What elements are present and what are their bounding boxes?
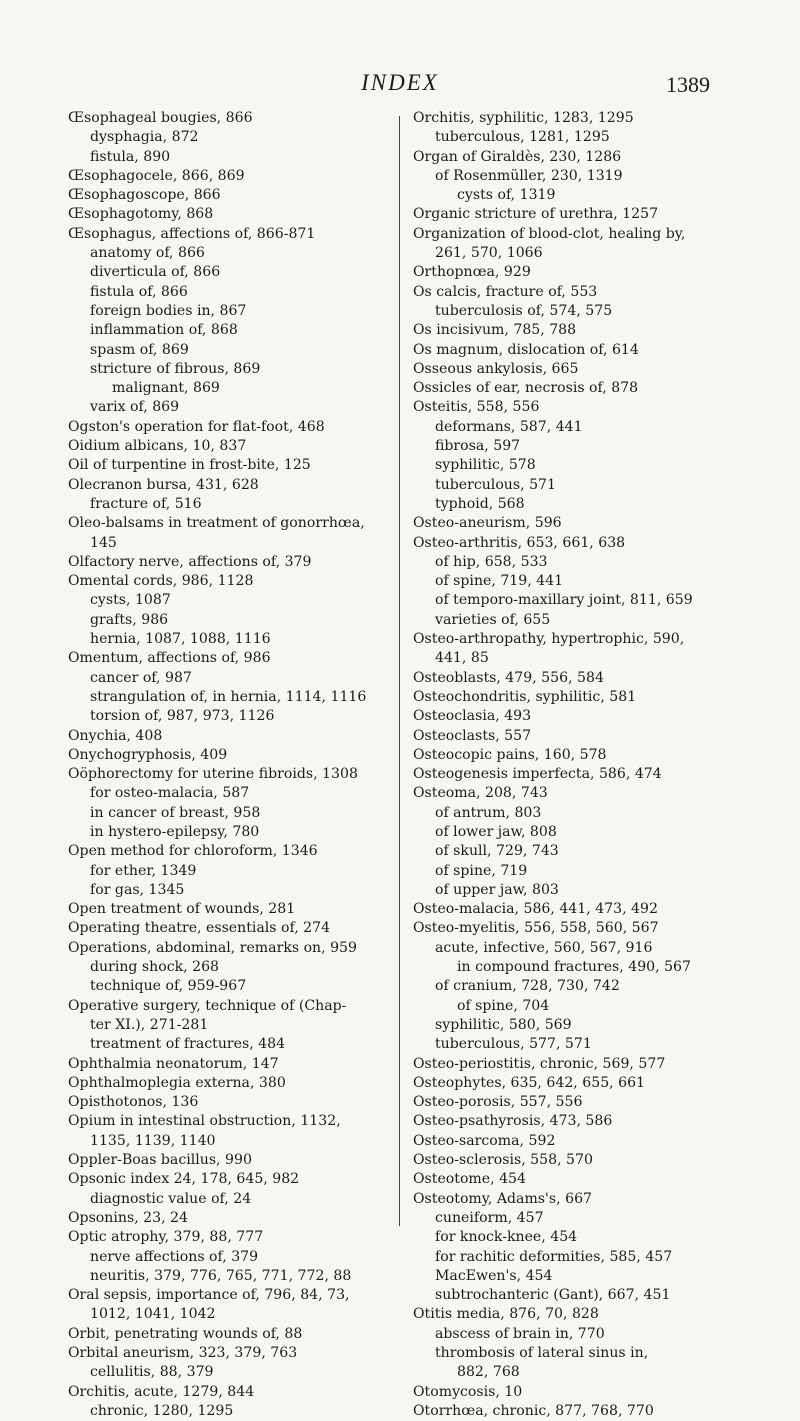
index-subentry: syphilitic, 580, 569 (435, 1016, 572, 1033)
index-subentry: foreign bodies in, 867 (90, 302, 247, 319)
index-subentry: diverticula of, 866 (90, 264, 221, 281)
index-entry: Olecranon bursa, 431, 628 (68, 476, 259, 493)
index-entry: Osteoclasia, 493 (413, 708, 532, 725)
index-entry: Organ of Giraldès, 230, 1286 (413, 148, 622, 165)
index-subentry: for gas, 1345 (90, 881, 185, 898)
index-subentry: for rachitic deformities, 585, 457 (435, 1248, 673, 1265)
index-column-left (68, 109, 396, 1421)
index-entry: Os magnum, dislocation of, 614 (413, 341, 639, 358)
index-subentry: torsion of, 987, 973, 1126 (90, 708, 275, 725)
index-entry: Œsophagoscope, 866 (68, 187, 221, 204)
index-subentry: fibrosa, 597 (435, 438, 521, 455)
index-entry: Ophthalmia neonatorum, 147 (68, 1055, 279, 1072)
index-subentry: of spine, 719, 441 (435, 573, 564, 590)
index-entry: Omental cords, 986, 1128 (68, 573, 254, 590)
index-entry: Otitis media, 876, 70, 828 (413, 1306, 599, 1323)
index-subentry: strangulation of, in hernia, 1114, 1116 (90, 688, 367, 705)
index-entry: Opsonins, 23, 24 (68, 1209, 188, 1226)
index-entry: Open method for chloroform, 1346 (68, 843, 318, 860)
index-subentry: tuberculous, 571 (435, 476, 556, 493)
index-subentry: diagnostic value of, 24 (90, 1190, 252, 1207)
index-subentry: in hystero-epilepsy, 780 (90, 823, 260, 840)
index-subentry: varieties of, 655 (435, 611, 551, 628)
index-entry: Otorrhœa, chronic, 877, 768, 770 (413, 1402, 654, 1419)
index-entry: Œsophagocele, 866, 869 (68, 167, 245, 184)
index-subentry: subtrochanteric (Gant), 667, 451 (435, 1287, 671, 1304)
index-entry: Osteo-aneurism, 596 (413, 515, 562, 532)
index-entry: Olfactory nerve, affections of, 379 (68, 553, 312, 570)
index-subentry: treatment of fractures, 484 (90, 1036, 286, 1053)
index-column-right (413, 109, 743, 1421)
index-subentry: malignant, 869 (112, 380, 220, 397)
index-entry: Operating theatre, essentials of, 274 (68, 920, 331, 937)
page-number: 1389 (666, 72, 710, 97)
index-subentry: of temporo-maxillary joint, 811, 659 (435, 592, 693, 609)
index-entry: Onychogryphosis, 409 (68, 746, 228, 763)
index-entry: Oöphorectomy for uterine fibroids, 1308 (68, 766, 358, 783)
index-subentry: 261, 570, 1066 (435, 245, 543, 262)
index-entry: Operations, abdominal, remarks on, 959 (68, 939, 357, 956)
index-subentry: of Rosenmüller, 230, 1319 (435, 167, 623, 184)
index-entry: Organic stricture of urethra, 1257 (413, 206, 659, 223)
index-entry: Os calcis, fracture of, 553 (413, 283, 598, 300)
index-subentry: acute, infective, 560, 567, 916 (435, 939, 653, 956)
index-entry: Open treatment of wounds, 281 (68, 901, 296, 918)
index-subentry: of lower jaw, 808 (435, 823, 557, 840)
index-subentry: tuberculous, 1281, 1295 (435, 129, 610, 146)
index-entry: Osteo-malacia, 586, 441, 473, 492 (413, 901, 658, 918)
page-header (0, 70, 800, 100)
index-entry: Osteo-arthritis, 653, 661, 638 (413, 534, 626, 551)
index-subentry: 882, 768 (457, 1364, 520, 1381)
index-entry: Osteo-arthropathy, hypertrophic, 590, (413, 631, 685, 648)
index-entry: Ogston's operation for flat-foot, 468 (68, 418, 325, 435)
index-subentry: for ether, 1349 (90, 862, 197, 879)
index-entry: Œsophageal bougies, 866 (68, 110, 253, 126)
index-entry: Opium in intestinal obstruction, 1132, (68, 1113, 341, 1130)
index-subentry: 1135, 1139, 1140 (90, 1132, 216, 1149)
index-entry: Osteoblasts, 479, 556, 584 (413, 669, 604, 686)
index-subentry: for knock-knee, 454 (435, 1229, 578, 1246)
index-subentry: tuberculosis of, 574, 575 (435, 302, 613, 319)
index-subentry: varix of, 869 (90, 399, 180, 416)
index-entry: Osteoclasts, 557 (413, 727, 532, 744)
index-entry: Œsophagotomy, 868 (68, 206, 214, 223)
index-entry: Omentum, affections of, 986 (68, 650, 271, 667)
index-subentry: cysts of, 1319 (457, 187, 556, 204)
index-subentry: 145 (90, 534, 117, 551)
index-entry: Ossicles of ear, necrosis of, 878 (413, 380, 639, 397)
index-entry: Osteophytes, 635, 642, 655, 661 (413, 1074, 646, 1091)
index-subentry: stricture of fibrous, 869 (90, 360, 261, 377)
index-subentry: MacEwen's, 454 (435, 1267, 553, 1284)
index-subentry: neuritis, 379, 776, 765, 771, 772, 88 (90, 1267, 352, 1284)
index-subentry: grafts, 986 (90, 611, 169, 628)
index-subentry: anatomy of, 866 (90, 245, 205, 262)
index-entry: Œsophagus, affections of, 866-871 (68, 225, 316, 242)
index-subentry: in cancer of breast, 958 (90, 804, 261, 821)
index-entry: Orchitis, syphilitic, 1283, 1295 (413, 110, 634, 126)
index-entry: Oppler-Boas bacillus, 990 (68, 1152, 252, 1169)
index-subentry: for osteo-malacia, 587 (90, 785, 250, 802)
index-entry: Oidium albicans, 10, 837 (68, 438, 247, 455)
index-entry: Osteogenesis imperfecta, 586, 474 (413, 766, 662, 783)
index-entry: Osteotomy, Adams's, 667 (413, 1190, 593, 1207)
index-subentry: deformans, 587, 441 (435, 418, 583, 435)
index-entry: Orbital aneurism, 323, 379, 763 (68, 1345, 298, 1361)
page-title: INDEX (361, 70, 439, 95)
index-subentry: ter XI.), 271-281 (90, 1016, 209, 1033)
index-entry: Optic atrophy, 379, 88, 777 (68, 1229, 264, 1246)
index-subentry: spasm of, 869 (90, 341, 189, 358)
index-subentry: cellulitis, 88, 379 (90, 1364, 214, 1381)
index-entry: Oleo-balsams in treatment of gonorrhœa, (68, 515, 365, 532)
index-entry: Osteo-psathyrosis, 473, 586 (413, 1113, 613, 1130)
index-subentry: fistula of, 866 (90, 283, 188, 300)
index-entry: Operative surgery, technique of (Chap- (68, 997, 347, 1014)
index-entry: Osteo-sclerosis, 558, 570 (413, 1152, 593, 1169)
index-entry: Osteo-porosis, 557, 556 (413, 1094, 583, 1111)
index-subentry: during shock, 268 (90, 959, 220, 976)
index-entry: Os incisivum, 785, 788 (413, 322, 577, 339)
index-entry: Osteo-myelitis, 556, 558, 560, 567 (413, 920, 659, 937)
index-entry: Osteo-periostitis, chronic, 569, 577 (413, 1055, 666, 1072)
index-entry: Orchitis, acute, 1279, 844 (68, 1383, 255, 1400)
index-subentry: syphilitic, 578 (435, 457, 536, 474)
index-entry: Opsonic index 24, 178, 645, 982 (68, 1171, 300, 1188)
index-subentry: typhoid, 568 (435, 495, 525, 512)
index-subentry: 1012, 1041, 1042 (90, 1306, 216, 1323)
index-entry: Orbit, penetrating wounds of, 88 (68, 1325, 303, 1342)
index-subentry: dysphagia, 872 (90, 129, 199, 146)
index-entry: Orthopnœa, 929 (413, 264, 531, 281)
index-entry: Ophthalmoplegia externa, 380 (68, 1074, 286, 1091)
index-entry: Osteitis, 558, 556 (413, 399, 540, 416)
index-subentry: of antrum, 803 (435, 804, 542, 821)
index-subentry: in compound fractures, 490, 567 (457, 959, 691, 976)
index-subentry: abscess of brain in, 770 (435, 1325, 605, 1342)
index-entry: Onychia, 408 (68, 727, 163, 744)
index-subentry: of skull, 729, 743 (435, 843, 559, 860)
index-subentry: cancer of, 987 (90, 669, 192, 686)
index-subentry: cysts, 1087 (90, 592, 171, 609)
index-subentry: cuneiform, 457 (435, 1209, 544, 1226)
index-subentry: thrombosis of lateral sinus in, (435, 1345, 649, 1361)
index-entry: Organization of blood-clot, healing by, (413, 225, 686, 242)
index-entry: Osteo-sarcoma, 592 (413, 1132, 556, 1149)
index-entry: Oil of turpentine in frost-bite, 125 (68, 457, 311, 474)
index-entry: Oral sepsis, importance of, 796, 84, 73, (68, 1287, 350, 1304)
index-subentry: fistula, 890 (90, 148, 171, 165)
index-subentry: of upper jaw, 803 (435, 881, 559, 898)
index-subentry: of cranium, 728, 730, 742 (435, 978, 620, 995)
index-subentry: fracture of, 516 (90, 495, 202, 512)
index-subentry: nerve affections of, 379 (90, 1248, 259, 1265)
index-subentry: technique of, 959-967 (90, 978, 247, 995)
index-subentry: of hip, 658, 533 (435, 553, 548, 570)
index-subentry: of spine, 719 (435, 862, 528, 879)
index-entry: Osteochondritis, syphilitic, 581 (413, 688, 637, 705)
index-entry: Osteocopic pains, 160, 578 (413, 746, 607, 763)
column-divider (399, 116, 400, 1226)
index-entry: Opisthotonos, 136 (68, 1094, 199, 1111)
index-subentry: chronic, 1280, 1295 (90, 1402, 234, 1419)
index-subentry: inflammation of, 868 (90, 322, 238, 339)
index-subentry: of spine, 704 (457, 997, 550, 1014)
index-entry: Osteotome, 454 (413, 1171, 526, 1188)
index-subentry: hernia, 1087, 1088, 1116 (90, 631, 271, 648)
index-entry: Osseous ankylosis, 665 (413, 360, 579, 377)
index-subentry: 441, 85 (435, 650, 489, 667)
index-entry: Otomycosis, 10 (413, 1383, 523, 1400)
index-subentry: tuberculous, 577, 571 (435, 1036, 592, 1053)
index-entry: Osteoma, 208, 743 (413, 785, 548, 802)
